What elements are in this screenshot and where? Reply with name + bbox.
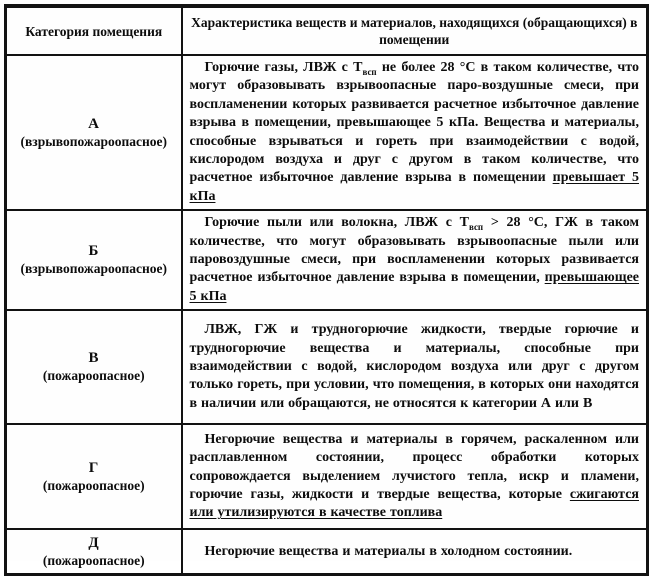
description-text-underlined: превышает 5 кПа bbox=[189, 170, 639, 204]
description-paragraph bbox=[190, 59, 640, 206]
header-category-column: Категория помещения bbox=[6, 6, 182, 55]
description-cell-v bbox=[182, 310, 648, 424]
description-cell-d bbox=[182, 529, 648, 575]
category-hazard-type: (взрывопожароопасное) bbox=[20, 133, 167, 149]
category-letter: Г bbox=[88, 459, 99, 476]
category-cell-v bbox=[6, 310, 182, 424]
category-cell-a bbox=[6, 55, 182, 210]
table-row-category-v bbox=[6, 310, 648, 424]
table-row-category-d bbox=[6, 529, 648, 575]
category-letter: В bbox=[88, 350, 99, 367]
category-hazard-type: (пожароопасное) bbox=[42, 552, 145, 568]
description-paragraph bbox=[190, 214, 640, 306]
category-hazard-type: (пожароопасное) bbox=[42, 368, 145, 384]
category-hazard-type: (пожароопасное) bbox=[42, 477, 145, 493]
scanned-document-page bbox=[0, 4, 650, 568]
header-characteristics-column: Характеристика веществ и материалов, находящихся (обращающихся) в помещении bbox=[182, 6, 648, 55]
table-row-category-g bbox=[6, 424, 648, 529]
table-header-row bbox=[6, 6, 648, 55]
category-letter: А bbox=[88, 115, 100, 132]
description-paragraph bbox=[190, 431, 640, 523]
category-cell-b bbox=[6, 210, 182, 310]
flash-point-subscript: всп bbox=[362, 66, 377, 77]
category-cell-d bbox=[6, 529, 182, 575]
category-cell-g bbox=[6, 424, 182, 529]
description-text-underlined: сжигаются или утилизируются в качестве топлива bbox=[189, 486, 639, 521]
table-row-category-a bbox=[6, 55, 648, 210]
flash-point-subscript: всп bbox=[468, 222, 484, 233]
description-text-underlined: превышающее 5 кПа bbox=[189, 270, 639, 304]
category-letter: Б bbox=[88, 243, 99, 260]
description-text-main: > 28 °С, ГЖ в таком количестве, что могут образовывать взрывоопасные пыли или паровоздушные смеси, при воспламенении которых развивается расчетное избыточное давление взрыва в помещении, bbox=[189, 215, 639, 286]
category-letter: Д bbox=[88, 534, 100, 551]
description-text-before-subscript: Горючие газы, ЛВЖ с Т bbox=[204, 60, 363, 75]
description-paragraph bbox=[190, 543, 640, 561]
description-text-main: не более 28 °С в таком количестве, что могут образовывать взрывоопасные паро-воздушные смеси, при воспламенении которых развивается расчетное избыточное давление взрыва в помещении, превышающее 5 кПа. Вещества и материалы, способные взрываться и гореть при взаимодействии с водой, кислородом воздуха и друг с другом в таком количестве, что расчетное избыточное давление взрыва в помещении bbox=[189, 60, 639, 186]
description-text-main: Негорючие вещества и материалы в холодном состоянии. bbox=[204, 543, 573, 559]
description-text-before-subscript: Горючие пыли или волокна, ЛВЖ с Т bbox=[204, 215, 469, 231]
description-cell-g bbox=[182, 424, 648, 529]
description-cell-b bbox=[182, 210, 648, 310]
description-paragraph bbox=[190, 321, 640, 413]
category-hazard-type: (взрывопожароопасное) bbox=[20, 261, 167, 277]
premises-categories-table bbox=[4, 4, 649, 576]
description-text-main: Негорючие вещества и материалы в горячем, раскаленном или расплавленном состоянии, процесс обработки которых сопровождается выделением лучистого тепла, искр и пламени, горючие газы, жидкости и твердые вещества, которые bbox=[189, 431, 639, 502]
table-row-category-b bbox=[6, 210, 648, 310]
description-text-main: ЛВЖ, ГЖ и трудногорючие жидкости, твердые горючие и трудногорючие вещества и материалы, способные при взаимодействии с водой, кислородом воздуха или друг с другом только гореть, при условии, что помещения, в которых они находятся в наличии или обращаются, не относятся к категории А или В bbox=[189, 322, 639, 411]
description-cell-a bbox=[182, 55, 648, 210]
